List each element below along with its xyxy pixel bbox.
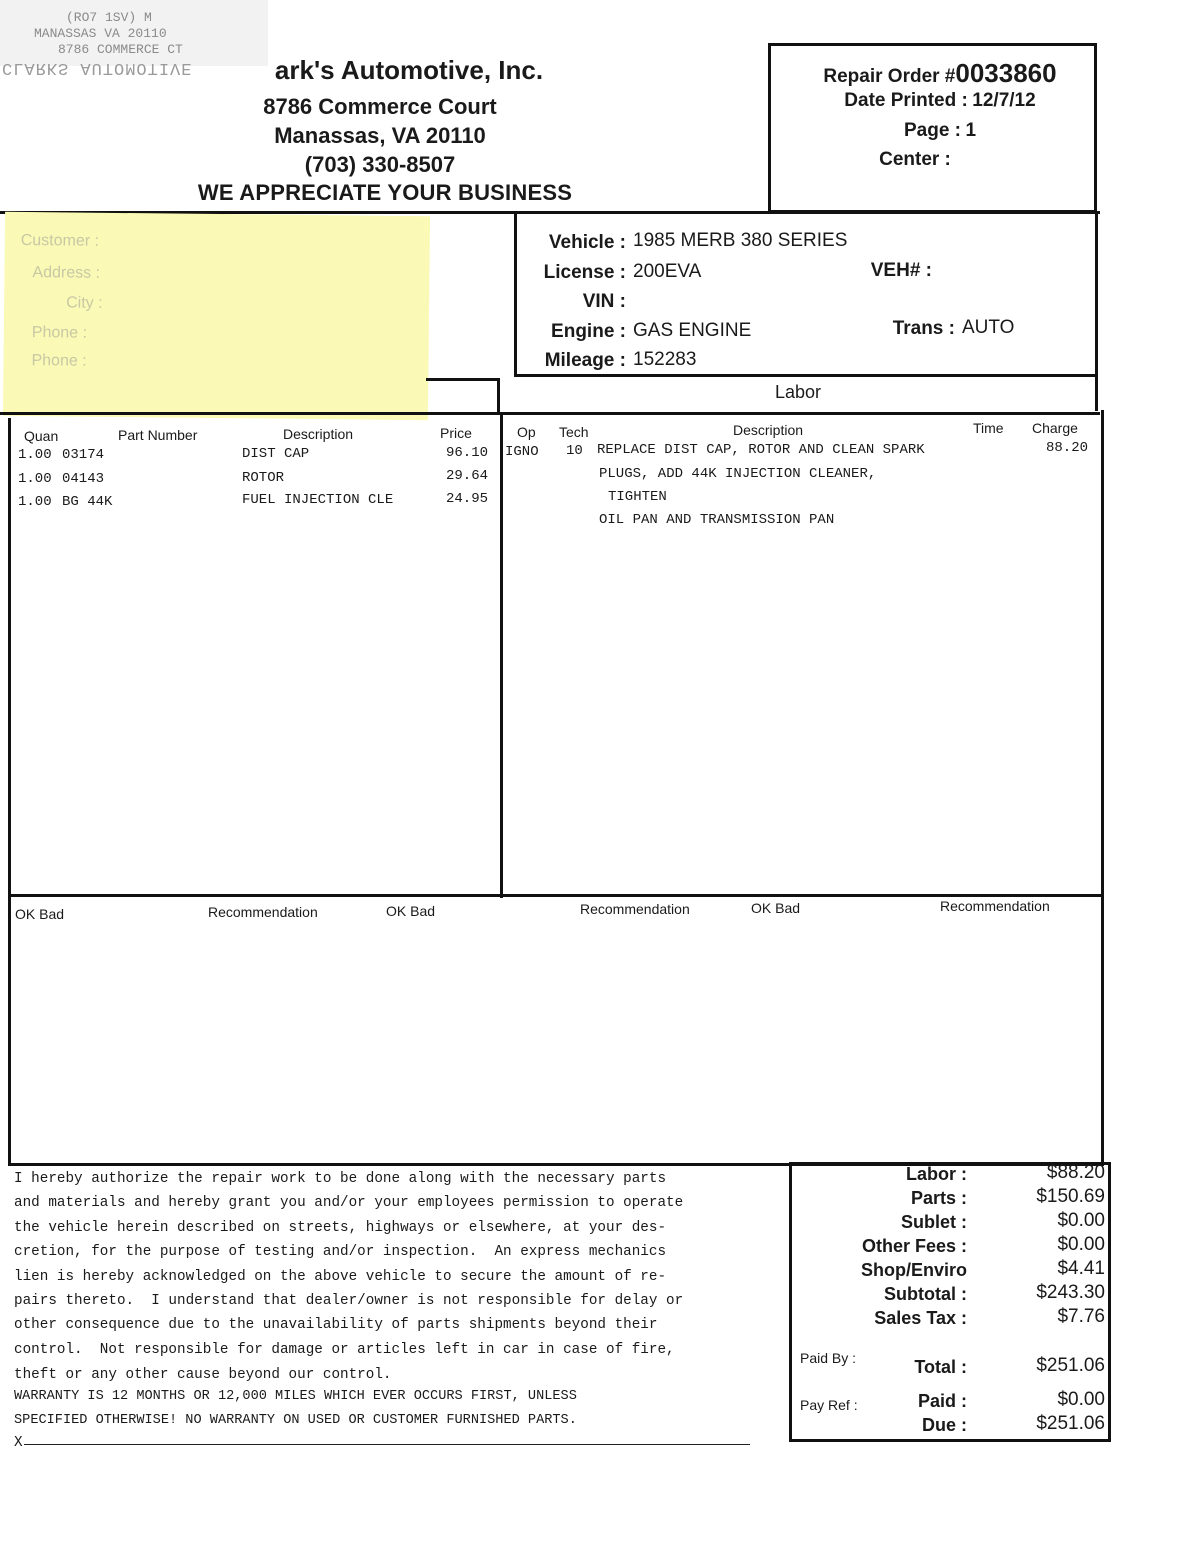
part-description: FUEL INJECTION CLE [242, 492, 394, 508]
terms-line: control. Not responsible for damage or articles left in car in case of fire, [14, 1342, 675, 1358]
other-fees-label: Other Fees : [861, 1236, 967, 1256]
parts-header-part-number: Part Number [118, 427, 198, 443]
pay-ref-label: Pay Ref : [800, 1397, 858, 1413]
part-quan: 1.00 [18, 447, 52, 463]
labor-header-charge: Charge [1032, 420, 1078, 436]
labor-description-line: PLUGS, ADD 44K INJECTION CLEANER, [599, 466, 877, 482]
sticky-note [3, 212, 430, 420]
engine-value: GAS ENGINE [633, 320, 752, 341]
shop-name: ark's Automotive, Inc. [274, 55, 544, 85]
paid-value: $0.00 [1057, 1389, 1105, 1410]
labor-section-title: Labor [774, 382, 822, 402]
ok-bad-header: OK Bad [386, 903, 436, 919]
labor-total-label: Labor : [906, 1164, 967, 1184]
engine-label: Engine : [551, 321, 626, 342]
parts-total-label: Parts : [910, 1188, 967, 1208]
subtotal-value: $243.30 [1036, 1282, 1105, 1303]
divider [1095, 211, 1098, 411]
parts-total-value: $150.69 [1036, 1186, 1105, 1207]
divider [8, 418, 11, 1166]
shop-city: Manassas, VA 20110 [274, 123, 486, 148]
labor-header-description: Description [733, 422, 804, 438]
part-description: ROTOR [242, 470, 285, 486]
terms-line: I hereby authorize the repair work to be done along with the necessary parts [14, 1171, 667, 1187]
ok-bad-header: OK Bad [751, 900, 801, 916]
terms-line: and materials and hereby grant you and/or your employees permission to operate [14, 1195, 684, 1211]
divider [514, 374, 1098, 377]
labor-description-line: OIL PAN AND TRANSMISSION PAN [599, 512, 835, 528]
total-value: $251.06 [1036, 1355, 1105, 1376]
paid-by-label: Paid By : [800, 1350, 857, 1366]
terms-line: pairs thereto. I understand that dealer/owner is not responsible for delay or [14, 1293, 684, 1309]
center: Center : [879, 149, 951, 170]
shop-phone: (703) 330-8507 [304, 152, 456, 177]
divider [514, 211, 517, 376]
page-number: Page : 1 [903, 120, 977, 141]
sublet-label: Sublet : [901, 1212, 967, 1232]
terms-line: the vehicle herein described on streets, highways or elsewhere, at your des- [14, 1220, 667, 1236]
divider [1101, 410, 1104, 1166]
subtotal-label: Subtotal : [884, 1284, 967, 1304]
total-label: Total : [914, 1357, 967, 1377]
part-price: 29.64 [446, 468, 489, 484]
labor-header-op: Op [517, 424, 536, 440]
labor-total-value: $88.20 [1046, 1162, 1105, 1183]
sales-tax-label: Sales Tax : [874, 1308, 967, 1328]
vehicle-label: Vehicle : [548, 232, 626, 253]
part-quan: 1.00 [18, 494, 52, 510]
part-price: 24.95 [446, 491, 489, 507]
part-number: 04143 [62, 471, 105, 487]
sticky-label: Phone : [31, 352, 87, 370]
signature-line [24, 1444, 750, 1445]
other-fees-value: $0.00 [1057, 1234, 1105, 1255]
shop-address: 8786 Commerce Court [263, 94, 497, 119]
terms-line: lien is hereby acknowledged on the above vehicle to secure the amount of re- [14, 1269, 667, 1285]
part-description: DIST CAP [242, 446, 310, 462]
warranty-line: SPECIFIED OTHERWISE! NO WARRANTY ON USED OR CUSTOMER FURNISHED PARTS. [14, 1413, 577, 1428]
sublet-value: $0.00 [1057, 1210, 1105, 1231]
ok-bad-header: OK Bad [15, 906, 65, 922]
shop-enviro-label: Shop/Enviro [860, 1260, 967, 1280]
stamp-line: MANASSAS VA 20110 [34, 26, 167, 41]
labor-description-line: TIGHTEN [608, 489, 667, 505]
due-value: $251.06 [1036, 1413, 1105, 1434]
recommendation-header: Recommendation [940, 898, 1050, 914]
divider [0, 412, 1100, 415]
stamp-line: (RO7 1SV) M [66, 10, 152, 25]
paid-label: Paid : [917, 1391, 967, 1411]
divider [8, 894, 1104, 897]
trans-label: Trans : [892, 318, 955, 339]
parts-header-price: Price [440, 425, 472, 441]
signature-mark: X [14, 1435, 23, 1451]
labor-description-line: REPLACE DIST CAP, ROTOR AND CLEAN SPARK [597, 442, 925, 458]
license-value: 200EVA [633, 261, 702, 282]
vin-label: VIN : [582, 291, 626, 312]
labor-tech: 10 [566, 443, 583, 459]
labor-op: IGNO [505, 444, 539, 460]
recommendation-header: Recommendation [580, 901, 690, 917]
labor-header-time: Time [973, 420, 1004, 436]
terms-line: theft or any other cause beyond our control. [14, 1367, 392, 1383]
part-quan: 1.00 [18, 471, 52, 487]
stamp-line: 8786 COMMERCE CT [58, 42, 183, 57]
sticky-label: Phone : [31, 324, 88, 342]
shop-enviro-value: $4.41 [1057, 1258, 1105, 1279]
shop-slogan: WE APPRECIATE YOUR BUSINESS [197, 180, 573, 205]
license-label: License : [543, 262, 626, 283]
part-number: 03174 [62, 447, 105, 463]
parts-header-quan: Quan [24, 428, 59, 444]
divider [500, 412, 503, 898]
mileage-value: 152283 [633, 349, 697, 370]
labor-charge: 88.20 [1046, 440, 1089, 456]
sales-tax-value: $7.76 [1057, 1306, 1105, 1327]
sticky-label: Customer : [20, 231, 100, 250]
due-label: Due : [922, 1415, 967, 1435]
divider [426, 378, 500, 381]
parts-header-description: Description [283, 426, 354, 442]
terms-line: other consequence due to the unavailability of parts shipments beyond their [14, 1317, 658, 1333]
trans-value: AUTO [962, 317, 1015, 338]
recommendation-header: Recommendation [208, 904, 318, 920]
mileage-label: Mileage : [544, 350, 626, 371]
repair-order-number: Repair Order #0033860 [823, 58, 1057, 88]
part-number: BG 44K [62, 494, 113, 510]
warranty-line: WARRANTY IS 12 MONTHS OR 12,000 MILES WHICH EVER OCCURS FIRST, UNLESS [14, 1389, 577, 1404]
stamp-bleed-text: CLARKS AUTOMOTIVE [2, 58, 193, 77]
part-price: 96.10 [446, 445, 489, 461]
labor-header-tech: Tech [559, 424, 589, 440]
vehicle-value: 1985 MERB 380 SERIES [633, 230, 848, 251]
date-printed: Date Printed : 12/7/12 [844, 90, 1036, 111]
sticky-label: Address : [32, 264, 101, 282]
veh-number-label: VEH# : [870, 260, 932, 281]
sticky-label: City : [66, 294, 103, 312]
terms-line: cretion, for the purpose of testing and/or inspection. An express mechanics [14, 1244, 667, 1260]
